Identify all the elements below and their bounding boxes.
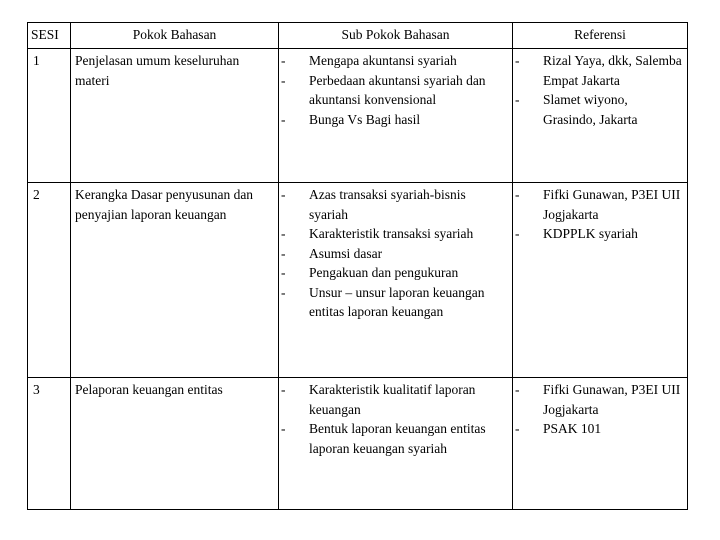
session-number: 1 [28, 49, 71, 183]
subtopic-text: Bentuk laporan keuangan entitas laporan keuangan syariah [309, 421, 486, 456]
subtopic-text: Azas transaksi syariah-bisnis syariah [309, 187, 466, 222]
subtopic-text: Karakteristik kualitatif laporan keuangan [309, 382, 476, 417]
reference-text: Fifki Gunawan, P3EI UII Jogjakarta [543, 187, 681, 222]
bullet-dash: - [515, 421, 520, 436]
session-number: 3 [28, 378, 71, 510]
reference-cell [513, 378, 688, 510]
bullet-dash: - [515, 382, 520, 397]
list-item [279, 380, 512, 419]
subtopic-text: Bunga Vs Bagi hasil [309, 111, 421, 127]
table-row [28, 49, 688, 183]
header-sesi: SESI [28, 23, 71, 49]
subtopic-text: Pengakuan dan pengukuran [309, 265, 459, 280]
list-item [513, 90, 687, 129]
list-item [279, 244, 512, 264]
bullet-dash: - [515, 226, 520, 241]
reference-list [513, 185, 687, 244]
subtopic-text: Perbedaan akuntansi syariah dan akuntansi konvensional [309, 72, 486, 107]
subtopic-cell [279, 183, 513, 378]
reference-list [513, 51, 687, 129]
bullet-dash: - [281, 382, 286, 397]
subtopic-text: Karakteristik transaksi syariah [309, 226, 474, 241]
list-item [279, 419, 512, 458]
subtopic-text: Mengapa akuntansi syariah [309, 53, 457, 68]
subtopic-text: Unsur – unsur laporan keuangan entitas laporan keuangan [309, 284, 485, 319]
list-item [279, 110, 512, 130]
list-item [513, 380, 687, 419]
list-item [513, 419, 687, 439]
subtopic-text: Asumsi dasar [309, 245, 383, 261]
bullet-dash: - [281, 421, 286, 436]
bullet-dash: - [281, 187, 286, 202]
bullet-dash: - [281, 53, 286, 68]
bullet-dash: - [515, 187, 520, 202]
topic-cell: Kerangka Dasar penyusunan dan penyajian laporan keuangan [71, 183, 279, 378]
subtopic-list [279, 380, 512, 458]
bullet-dash: - [281, 245, 286, 261]
subtopic-cell [279, 378, 513, 510]
list-item [279, 185, 512, 224]
bullet-dash: - [281, 226, 286, 241]
reference-text: Fifki Gunawan, P3EI UII Jogjakarta [543, 382, 681, 417]
reference-text: KDPPLK syariah [543, 226, 638, 241]
topic-cell: Penjelasan umum keseluruhan materi [71, 49, 279, 183]
syllabus-table [27, 22, 688, 510]
subtopic-cell [279, 49, 513, 183]
list-item [279, 224, 512, 244]
reference-list [513, 380, 687, 439]
subtopic-list [279, 185, 512, 322]
list-item [513, 224, 687, 244]
table-row [28, 378, 688, 510]
list-item [279, 263, 512, 283]
bullet-dash: - [281, 72, 286, 88]
list-item [513, 185, 687, 224]
bullet-dash: - [515, 92, 520, 107]
header-row [28, 23, 688, 49]
list-item [513, 51, 687, 90]
bullet-dash: - [281, 265, 286, 280]
bullet-dash: - [515, 53, 520, 68]
reference-cell [513, 183, 688, 378]
header-pokok-bahasan: Pokok Bahasan [71, 23, 279, 49]
bullet-dash: - [281, 111, 286, 127]
topic-cell: Pelaporan keuangan entitas [71, 378, 279, 510]
list-item [279, 51, 512, 71]
subtopic-list [279, 51, 512, 129]
bullet-dash: - [281, 284, 286, 300]
reference-cell [513, 49, 688, 183]
table-row [28, 183, 688, 378]
list-item [279, 71, 512, 110]
reference-text: Rizal Yaya, dkk, Salemba Empat Jakarta [543, 53, 682, 88]
header-referensi: Referensi [513, 23, 688, 49]
header-sub-pokok-bahasan: Sub Pokok Bahasan [279, 23, 513, 49]
reference-text: Slamet wiyono, Grasindo, Jakarta [543, 92, 638, 127]
session-number: 2 [28, 183, 71, 378]
reference-text: PSAK 101 [543, 421, 602, 436]
list-item [279, 283, 512, 322]
